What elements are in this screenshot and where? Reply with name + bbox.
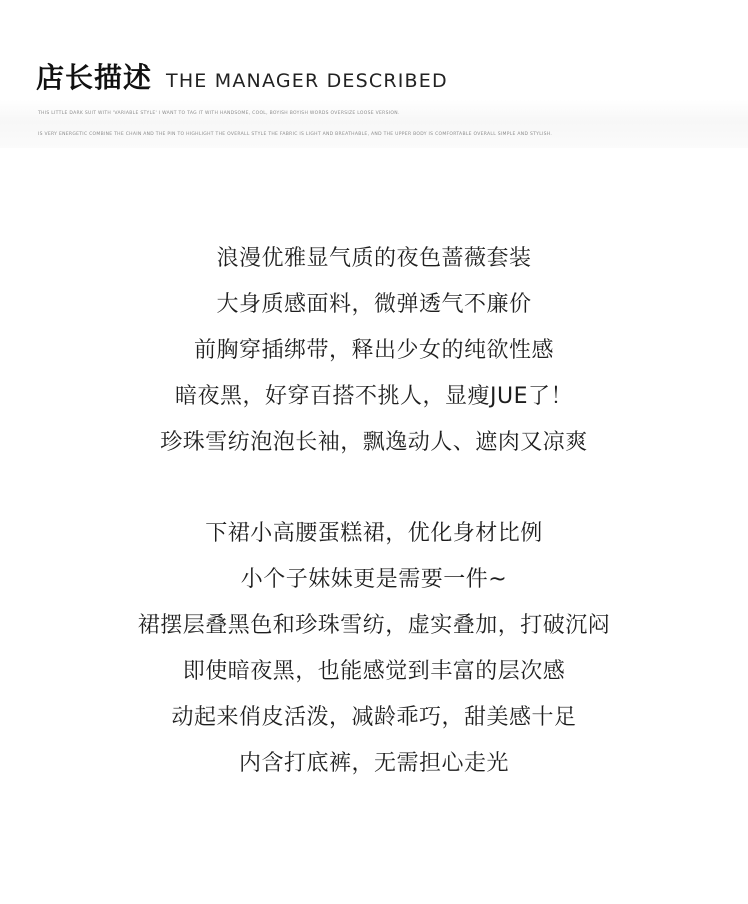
description-line: 下裙小高腰蛋糕裙，优化身材比例	[205, 521, 543, 546]
subnote-band	[0, 100, 748, 148]
description-line: 动起来俏皮活泼，减龄乖巧，甜美感十足	[171, 705, 577, 730]
subnote-line-2: IS VERY ENERGETIC COMBINE THE CHAIN AND THE PIN TO HIGHLIGHT THE OVERALL STYLE THE FABRIC IS LIGHT AND BREATHABLE, AND THE UPPER BODY IS COMFORTABLE OVERALL SIMPLE AND STYLISH.	[38, 132, 553, 137]
description-block-1	[0, 236, 748, 466]
section-title-cn: 店长描述	[36, 61, 153, 94]
description-line: 小个子妹妹更是需要一件~	[240, 567, 508, 592]
description-line: 前胸穿插绑带，释出少女的纯欲性感	[193, 338, 554, 363]
section-header	[36, 56, 448, 96]
section-title-en: THE MANAGER DESCRIBED	[166, 70, 448, 92]
description-line: 内含打底裤，无需担心走光	[238, 751, 509, 776]
description-line: 即使暗夜黑，也能感觉到丰富的层次感	[182, 659, 566, 684]
description-line: 裙摆层叠黑色和珍珠雪纺，虚实叠加，打破沉闷	[137, 613, 611, 638]
description-line: 大身质感面料，微弹透气不廉价	[216, 292, 532, 317]
description-block-2	[0, 511, 748, 787]
description-line: 浪漫优雅显气质的夜色蔷薇套装	[216, 246, 532, 271]
description-line: 暗夜黑，好穿百搭不挑人，显瘦JUE了！	[175, 384, 573, 409]
description-line: 珍珠雪纺泡泡长袖，飘逸动人、遮肉又凉爽	[160, 430, 588, 455]
subnote-line-1: THIS LITTLE DARK SUIT WITH 'VARIABLE STYLE' I WANT TO TAG IT WITH HANDSOME, COOL, BOYISH BOYISH WORDS OVERSIZE LOOSE VERSION.	[38, 111, 400, 116]
